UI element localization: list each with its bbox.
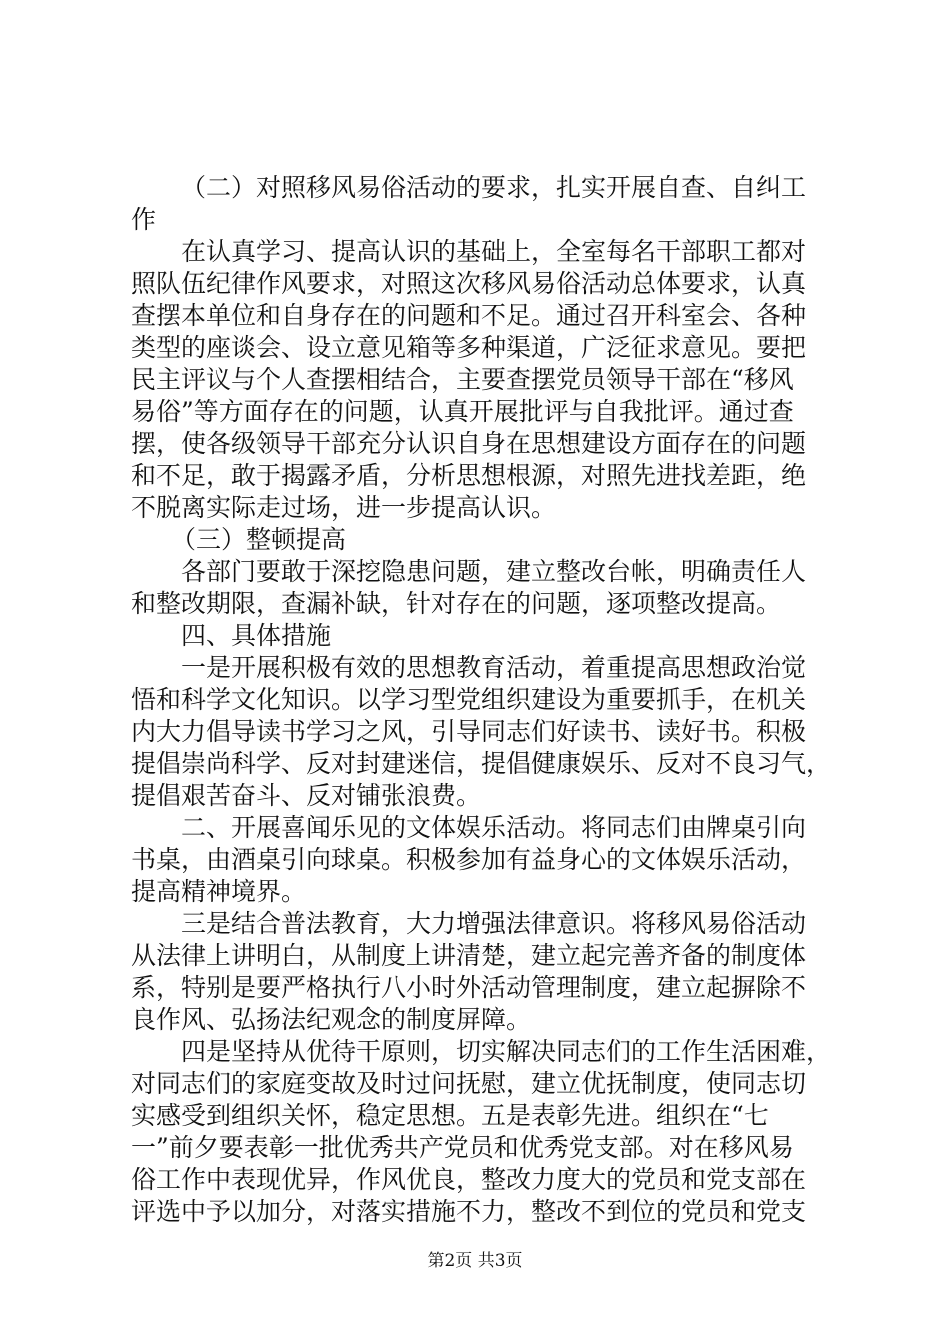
- text-line: 提倡崇尚科学、反对封建迷信，提倡健康娱乐、反对不良习气，: [131, 749, 832, 778]
- text-line: 内大力倡导读书学习之风，引导同志们好读书、读好书。积极: [131, 717, 807, 746]
- paragraph-start: 二、开展喜闻乐见的文体娱乐活动。将同志们由牌桌引向: [181, 813, 807, 842]
- section-heading: 四、具体措施: [181, 621, 332, 650]
- text-line: 书桌，由酒桌引向球桌。积极参加有益身心的文体娱乐活动，: [131, 845, 807, 874]
- text-line: 提高精神境界。: [131, 877, 307, 906]
- paragraph-start: 四是坚持从优待干原则，切实解决同志们的工作生活困难，: [181, 1037, 832, 1066]
- text-line: 和不足，敢于揭露矛盾，分析思想根源，对照先进找差距，绝: [131, 461, 807, 490]
- text-line: 不脱离实际走过场，进一步提高认识。: [131, 493, 557, 522]
- text-line: 查摆本单位和自身存在的问题和不足。通过召开科室会、各种: [131, 301, 807, 330]
- text-line: 易俗”等方面存在的问题，认真开展批评与自我批评。通过查: [131, 397, 794, 426]
- text-line: 系，特别是要严格执行八小时外活动管理制度，建立起摒除不: [131, 973, 807, 1002]
- text-line: 评选中予以加分，对落实措施不力，整改不到位的党员和党支: [131, 1197, 807, 1226]
- paragraph-start: 各部门要敢于深挖隐患问题，建立整改台帐，明确责任人: [181, 557, 807, 586]
- text-line: 摆，使各级领导干部充分认识自身在思想建设方面存在的问题: [131, 429, 807, 458]
- text-line: 对同志们的家庭变故及时过问抚慰，建立优抚制度，使同志切: [131, 1069, 807, 1098]
- paragraph-start: 在认真学习、提高认识的基础上，全室每名干部职工都对: [181, 237, 807, 266]
- text-line: 良作风、弘扬法纪观念的制度屏障。: [131, 1005, 532, 1034]
- text-line: 类型的座谈会、设立意见箱等多种渠道，广泛征求意见。要把: [131, 333, 807, 362]
- text-line: 和整改期限，查漏补缺，针对存在的问题，逐项整改提高。: [131, 589, 782, 618]
- document-body: [131, 172, 831, 1228]
- text-line: 悟和科学文化知识。以学习型党组织建设为重要抓手，在机关: [131, 685, 807, 714]
- page-number-footer: 第2页 共3页: [427, 1251, 523, 1271]
- section-heading: （三）整顿提高: [171, 525, 347, 554]
- paragraph-start: 一是开展积极有效的思想教育活动，着重提高思想政治觉: [181, 653, 807, 682]
- section-heading: （二）对照移风易俗活动的要求，扎实开展自查、自纠工: [181, 173, 807, 202]
- text-line: 实感受到组织关怀，稳定思想。五是表彰先进。组织在“七: [131, 1101, 769, 1130]
- text-line: 照队伍纪律作风要求，对照这次移风易俗活动总体要求，认真: [131, 269, 807, 298]
- text-line: 作: [131, 205, 157, 234]
- text-line: 从法律上讲明白，从制度上讲清楚，建立起完善齐备的制度体: [131, 941, 807, 970]
- paragraph-start: 三是结合普法教育，大力增强法律意识。将移风易俗活动: [181, 909, 807, 938]
- text-line: 提倡艰苦奋斗、反对铺张浪费。: [131, 781, 482, 810]
- text-line: 一”前夕要表彰一批优秀共产党员和优秀党支部。对在移风易: [131, 1133, 794, 1162]
- text-line: 民主评议与个人查摆相结合，主要查摆党员领导干部在“移风: [131, 365, 794, 394]
- text-line: 俗工作中表现优异，作风优良，整改力度大的党员和党支部在: [131, 1165, 807, 1194]
